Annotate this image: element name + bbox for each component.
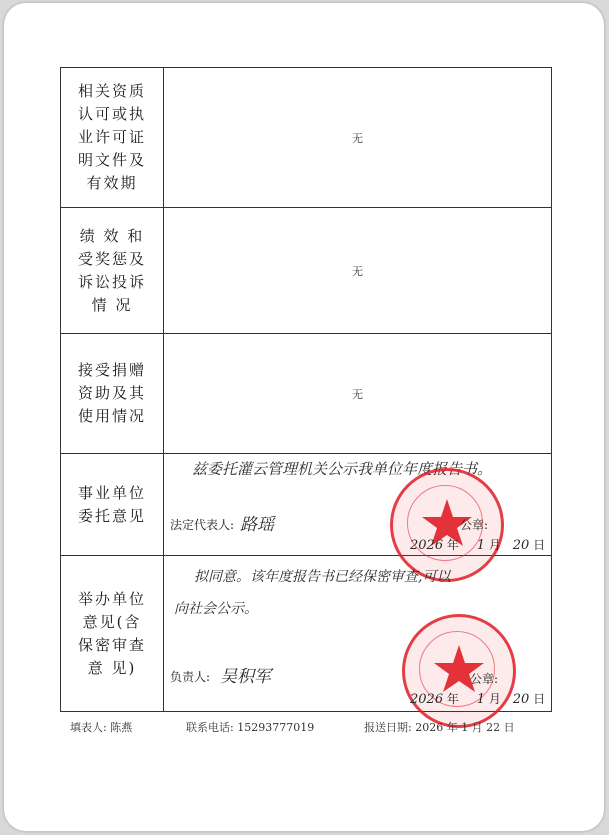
filler-name: 填表人: 陈燕 [70, 721, 133, 734]
date-month: 1 [476, 692, 486, 707]
sponsor-handwriting-line1: 拟同意。该年度报告书已经保密审查,可以 [194, 569, 451, 585]
date-year: 2026 [410, 692, 444, 707]
responsible-person-label: 负责人: [170, 670, 211, 684]
legal-rep-label: 法定代表人: [170, 518, 235, 532]
official-seal [402, 614, 516, 728]
row-label-qualification [61, 68, 164, 208]
date-month: 1 [476, 538, 486, 553]
seal-label: 公章: [470, 672, 499, 686]
entrust-date [410, 536, 545, 553]
date-year-unit: 年 [446, 692, 459, 706]
date-day-unit: 日 [533, 692, 546, 706]
date-month-unit: 月 [488, 538, 501, 552]
sponsor-date [410, 690, 545, 707]
label-text: 接受捐赠 资助及其 使用情况 [77, 361, 146, 425]
report-form-table [60, 67, 552, 712]
contact-phone: 联系电话: 15293777019 [186, 721, 315, 734]
date-day: 20 [512, 538, 530, 553]
row-value-donations: 无 [164, 334, 552, 454]
date-year-unit: 年 [446, 538, 459, 552]
row-label-donations [61, 334, 164, 454]
document-page [4, 3, 604, 831]
report-date: 报送日期: 2026 年 1 月 22 日 [364, 721, 515, 734]
row-value-performance: 无 [164, 208, 552, 334]
label-text: 相关资质 认可或执 业许可证 明文件及 有效期 [77, 82, 146, 192]
table-row [61, 208, 552, 334]
responsible-person-signature: 吴积军 [220, 667, 271, 687]
date-day: 20 [512, 692, 530, 707]
row-label-sponsor [61, 556, 164, 712]
label-text: 绩 效 和 受奖惩及 诉讼投诉 情 况 [77, 226, 146, 314]
table-row [61, 556, 552, 712]
row-label-entrust [61, 454, 164, 556]
label-text: 事业单位 委托意见 [77, 483, 146, 525]
row-label-performance [61, 208, 164, 334]
sponsor-handwriting-line2: 向社会公示。 [174, 601, 258, 617]
table-row [61, 334, 552, 454]
sponsor-opinion-cell [164, 556, 552, 712]
row-value-qualification: 无 [164, 68, 552, 208]
date-day-unit: 日 [533, 538, 546, 552]
table-row [61, 454, 552, 556]
entrust-handwriting: 兹委托灌云管理机关公示我单位年度报告书。 [192, 460, 493, 478]
date-year: 2026 [410, 538, 444, 553]
table-row [61, 68, 552, 208]
legal-rep-signature: 路瑶 [240, 515, 274, 535]
label-text: 举办单位 意见(含 保密审查 意 见) [77, 589, 146, 677]
seal-label: 公章: [460, 518, 489, 532]
entrust-opinion-cell [164, 454, 552, 556]
date-month-unit: 月 [488, 692, 501, 706]
